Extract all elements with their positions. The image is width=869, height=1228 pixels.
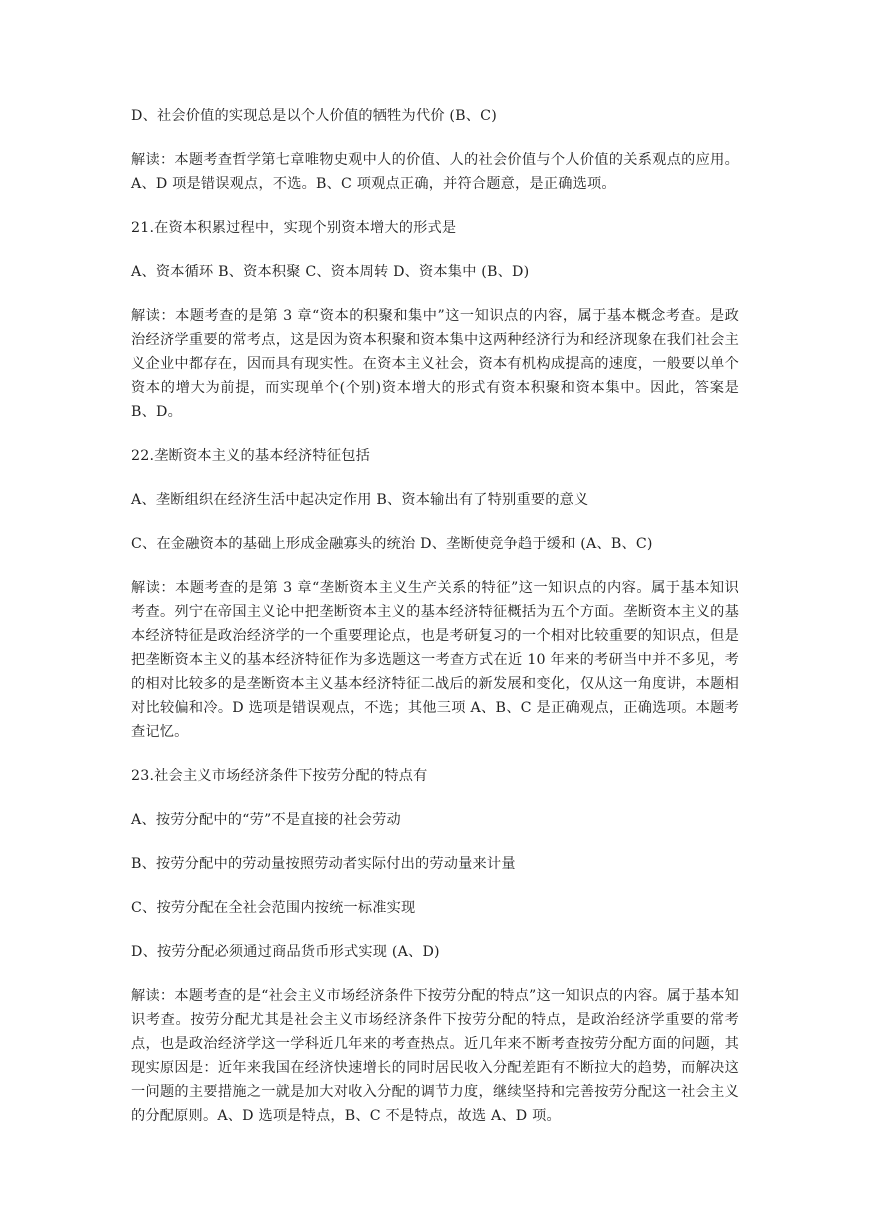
question-23: 23.社会主义市场经济条件下按劳分配的特点有 bbox=[131, 768, 428, 784]
options-ab-q22: A、垄断组织在经济生活中起决定作用 B、资本输出有了特别重要的意义 bbox=[131, 492, 589, 508]
explanation-q20: 解读：本题考查哲学第七章唯物史观中人的价值、人的社会价值与个人价值的关系观点的应用。A、D 项是错误观点，不选。B、C 项观点正确，并符合题意，是正确选项。 bbox=[131, 152, 739, 192]
question-21: 21.在资本积累过程中，实现个别资本增大的形式是 bbox=[131, 220, 457, 236]
explanation-q22: 解读：本题考查的是第 3 章“垄断资本主义生产关系的特征”这一知识点的内容。属于基本知识考查。列宁在帝国主义论中把垄断资本主义的基本经济特征概括为五个方面。垄断资本主义的基本经济特征是政治经济学的一个重要理论点，也是考研复习的一个相对比较重要的知识点，但是把垄断资本主义的基本经济特征作为多选题这一考查方式在近 10 年来的考研当中并不多见，考的相对比较多的是垄断资本主义基本经济特征二战后的新发展和变化，仅从这一角度讲，本题相对比较偏和冷。D 选项是错误观点，不选；其他三项 A、B、C 是正确观点，正确选项。本题考查记忆。 bbox=[131, 580, 739, 740]
option-b-q23: B、按劳分配中的劳动量按照劳动者实际付出的劳动量来计量 bbox=[131, 856, 516, 872]
explanation-q21: 解读：本题考查的是第 3 章“资本的积聚和集中”这一知识点的内容，属于基本概念考查。是政治经济学重要的常考点，这是因为资本积聚和资本集中这两种经济行为和经济现象在我们社会主义企业中都存在，因而具有现实性。在资本主义社会，资本有机构成提高的速度，一般要以单个资本的增大为前提，而实现单个(个别)资本增大的形式有资本积聚和资本集中。因此，答案是 B、D。 bbox=[131, 308, 739, 420]
option-a-q23: A、按劳分配中的“劳”不是直接的社会劳动 bbox=[131, 812, 401, 828]
option-d-q20: D、社会价值的实现总是以个人价值的牺牲为代价 (B、C) bbox=[131, 108, 497, 124]
question-22: 22.垄断资本主义的基本经济特征包括 bbox=[131, 448, 370, 464]
options-cd-q22: C、在金融资本的基础上形成金融寡头的统治 D、垄断使竞争趋于缓和 (A、B、C) bbox=[131, 536, 653, 552]
explanation-q23: 解读：本题考查的是“社会主义市场经济条件下按劳分配的特点”这一知识点的内容。属于基本知识考查。按劳分配尤其是社会主义市场经济条件下按劳分配的特点，是政治经济学重要的常考点，也是政治经济学这一学科近几年来的考查热点。近几年来不断考查按劳分配方面的问题，其现实原因是：近年来我国在经济快速增长的同时居民收入分配差距有不断拉大的趋势，而解决这一问题的主要措施之一就是加大对收入分配的调节力度，继续坚持和完善按劳分配这一社会主义的分配原则。A、D 选项是特点，B、C 不是特点，故选 A、D 项。 bbox=[131, 988, 739, 1124]
option-d-q23: D、按劳分配必须通过商品货币形式实现 (A、D) bbox=[131, 944, 440, 960]
options-q21: A、资本循环 B、资本积聚 C、资本周转 D、资本集中 (B、D) bbox=[131, 264, 530, 280]
option-c-q23: C、按劳分配在全社会范围内按统一标准实现 bbox=[131, 900, 416, 916]
